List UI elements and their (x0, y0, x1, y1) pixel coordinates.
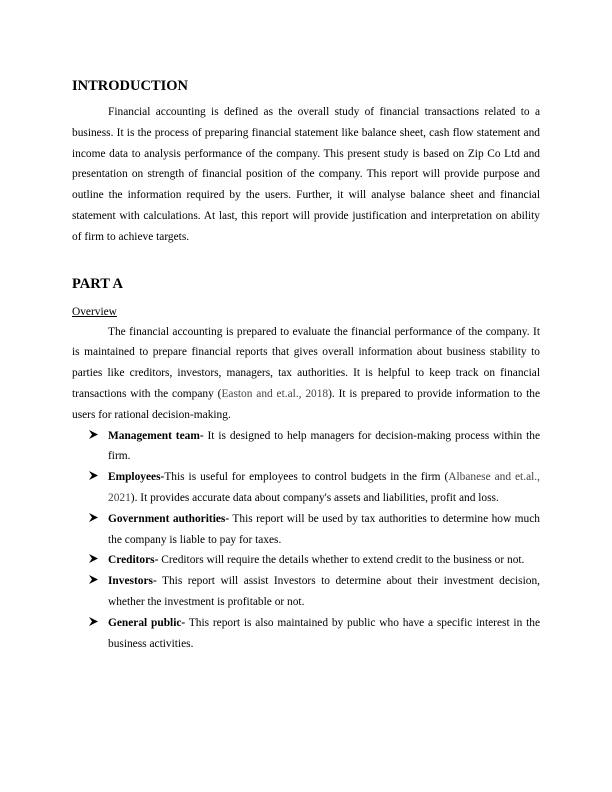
list-text: This report will be used by tax authorities to determine how much the company is liable to pay for taxes. (108, 512, 540, 546)
list-text: This report will assist Investors to determine about their investment decision, whether the investment is profitable or not. (108, 575, 540, 608)
list-sep: - (160, 471, 165, 484)
document-page (72, 76, 540, 654)
list-term: Investors (108, 575, 153, 588)
list-text: This is useful for employees to control budgets in the firm ( (164, 471, 449, 484)
list-text: Creditors will require the details whether to extend credit to the business or not. (158, 554, 525, 567)
list-item (72, 426, 540, 468)
arrow-bullet-icon (88, 509, 99, 530)
list-text-after: ). It provides accurate data about company's assets and liabilities, profit and loss. (130, 491, 499, 504)
user-list (72, 426, 540, 655)
list-sep: - (154, 554, 159, 567)
list-term: Management team (108, 429, 200, 442)
list-item (72, 550, 540, 571)
overview-text-2: ). It is prepared to provide information to the users for rational decision-making. (72, 387, 540, 421)
list-sep: - (152, 575, 157, 588)
overview-text-1: The financial accounting is prepared to evaluate the financial performance of the company. It is maintained to prepare financial reports that gives overall information about business stability to parties like creditors, investors, managers, tax authorities. It is helpful to keep track on financial transactions with the company ( (72, 325, 540, 400)
part-a-heading: PART A (72, 275, 123, 292)
arrow-bullet-icon (88, 426, 99, 447)
list-term: Employees (108, 471, 161, 484)
arrow-bullet-icon (88, 467, 99, 488)
list-item (72, 613, 540, 655)
introduction-paragraph: Financial accounting is defined as the overall study of financial transactions related to a business. It is the process of preparing financial statement like balance sheet, cash flow statement and income data to analysis performance of the company. This present study is based on Zip Co Ltd and presentation on strength of financial position of the company. This report will provide purpose and outline the information required by the users. Further, it will analyse balance sheet and financial statement with calculations. At last, this report will provide justification and interpretation on ability of firm to achieve targets. (72, 106, 540, 243)
list-term: General public (108, 616, 182, 629)
introduction-heading: INTRODUCTION (72, 78, 189, 94)
overview-subheading: Overview (72, 305, 117, 318)
list-term: Government authorities (108, 512, 226, 525)
list-text: It is designed to help managers for decision-making process within the firm. (108, 429, 540, 463)
list-item (72, 571, 540, 613)
list-text: This report is also maintained by public who have a specific interest in the business activities. (108, 616, 540, 650)
arrow-bullet-icon (88, 550, 99, 571)
list-sep: - (181, 616, 186, 629)
list-term: Creditors (108, 554, 155, 567)
citation: Easton and et.al., 2018 (221, 387, 329, 400)
overview-paragraph (72, 322, 540, 426)
arrow-bullet-icon (88, 613, 99, 634)
list-item (72, 467, 540, 509)
list-sep: - (199, 429, 204, 442)
list-item (72, 509, 540, 551)
arrow-bullet-icon (88, 571, 99, 592)
citation: Albanese and et.al., 2021 (108, 471, 540, 504)
list-sep: - (225, 512, 230, 525)
